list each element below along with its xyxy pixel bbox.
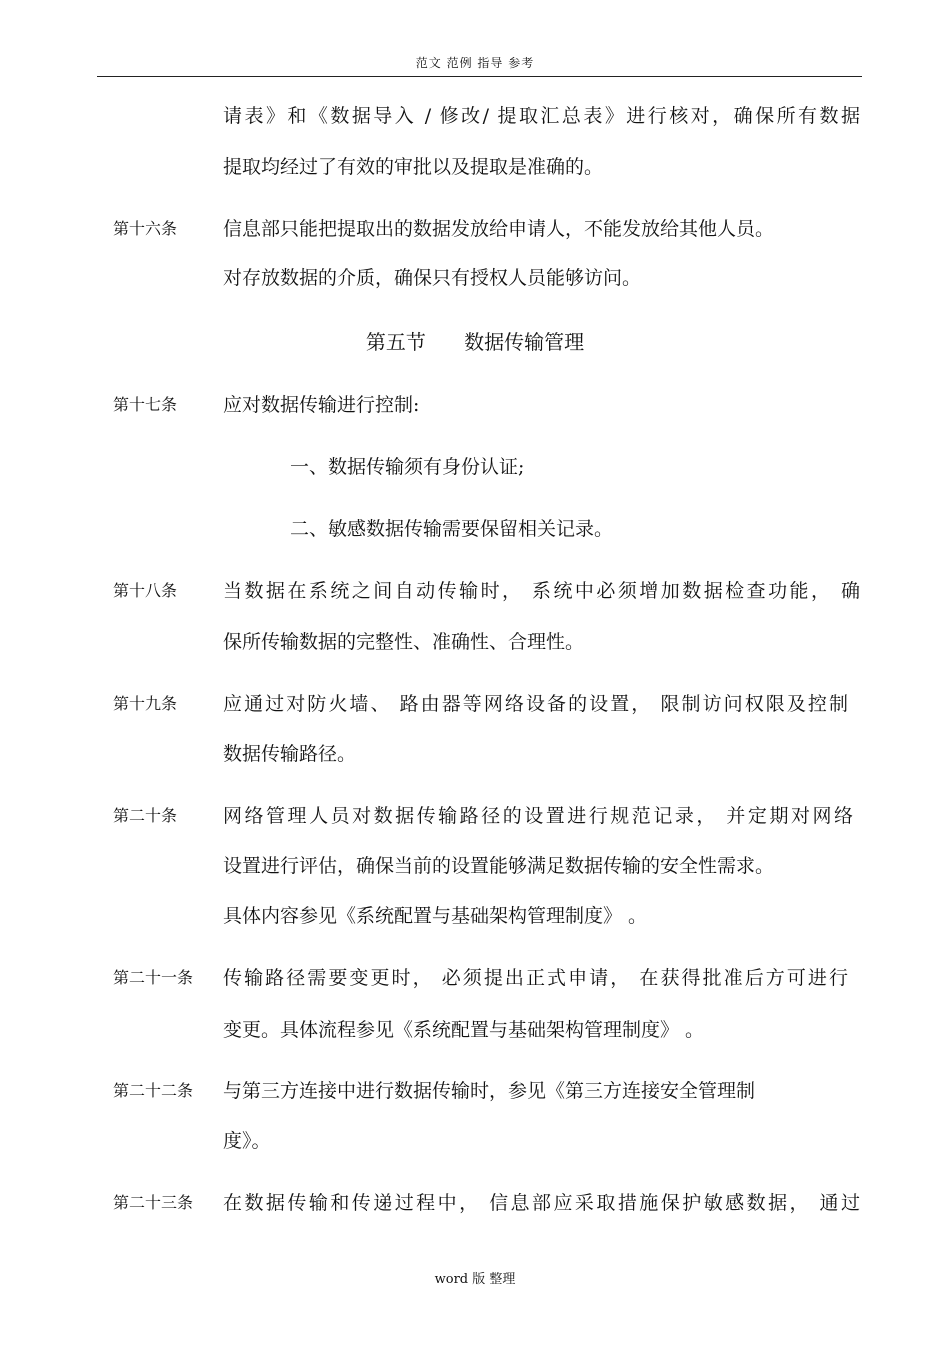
paragraph-line: 提取均经过了有效的审批以及提取是准确的。 — [223, 156, 604, 178]
article-16-line: 对存放数据的介质，确保只有授权人员能够访问。 — [223, 267, 642, 289]
article-19-line: 数据传输路径。 — [223, 743, 357, 765]
article-20-line: 设置进行评估，确保当前的设置能够满足数据传输的安全性需求。 — [223, 855, 775, 877]
page-footer: word 版 整理 — [434, 1272, 516, 1287]
header-text: 范文 范例 指导 参考 — [415, 56, 535, 70]
header-divider — [97, 76, 862, 77]
article-20-line: 具体内容参见《系统配置与基础架构管理制度》 。 — [223, 905, 648, 927]
article-label-23: 第二十三条 — [113, 1193, 194, 1212]
section-title: 第五节 数据传输管理 — [365, 330, 585, 354]
article-22-line: 与第三方连接中进行数据传输时，参见《第三方连接安全管理制 — [223, 1080, 756, 1102]
article-20-line: 网络管理人员对数据传输路径的设置进行规范记录， 并定期对网络 — [223, 805, 853, 827]
article-18-line: 保所传输数据的完整性、准确性、合理性。 — [223, 631, 585, 653]
article-23-line: 在数据传输和传递过程中， 信息部应采取措施保护敏感数据， 通过 — [223, 1192, 860, 1214]
article-label-18: 第十八条 — [113, 581, 178, 600]
article-21-line: 变更。具体流程参见《系统配置与基础架构管理制度》 。 — [223, 1019, 705, 1041]
article-22-line: 度》。 — [223, 1130, 271, 1152]
article-label-17: 第十七条 — [113, 395, 178, 414]
paragraph-line: 请表》和《数据导入 / 修改/ 提取汇总表》进行核对，确保所有数据 — [223, 105, 860, 127]
article-17-line: 应对数据传输进行控制: — [223, 394, 420, 416]
article-label-16: 第十六条 — [113, 219, 178, 238]
article-label-22: 第二十二条 — [113, 1081, 194, 1100]
article-21-line: 传输路径需要变更时， 必须提出正式申请， 在获得批准后方可进行 — [223, 967, 848, 989]
list-item: 二、敏感数据传输需要保留相关记录。 — [290, 518, 614, 540]
article-18-line: 当数据在系统之间自动传输时， 系统中必须增加数据检查功能， 确 — [223, 580, 860, 602]
article-label-19: 第十九条 — [113, 694, 178, 713]
article-label-20: 第二十条 — [113, 806, 178, 825]
article-16-line: 信息部只能把提取出的数据发放给申请人，不能发放给其他人员。 — [223, 218, 775, 240]
article-19-line: 应通过对防火墙、 路由器等网络设备的设置， 限制访问权限及控制 — [223, 693, 848, 715]
article-label-21: 第二十一条 — [113, 968, 194, 987]
list-item: 一、数据传输须有身份认证; — [290, 456, 525, 478]
